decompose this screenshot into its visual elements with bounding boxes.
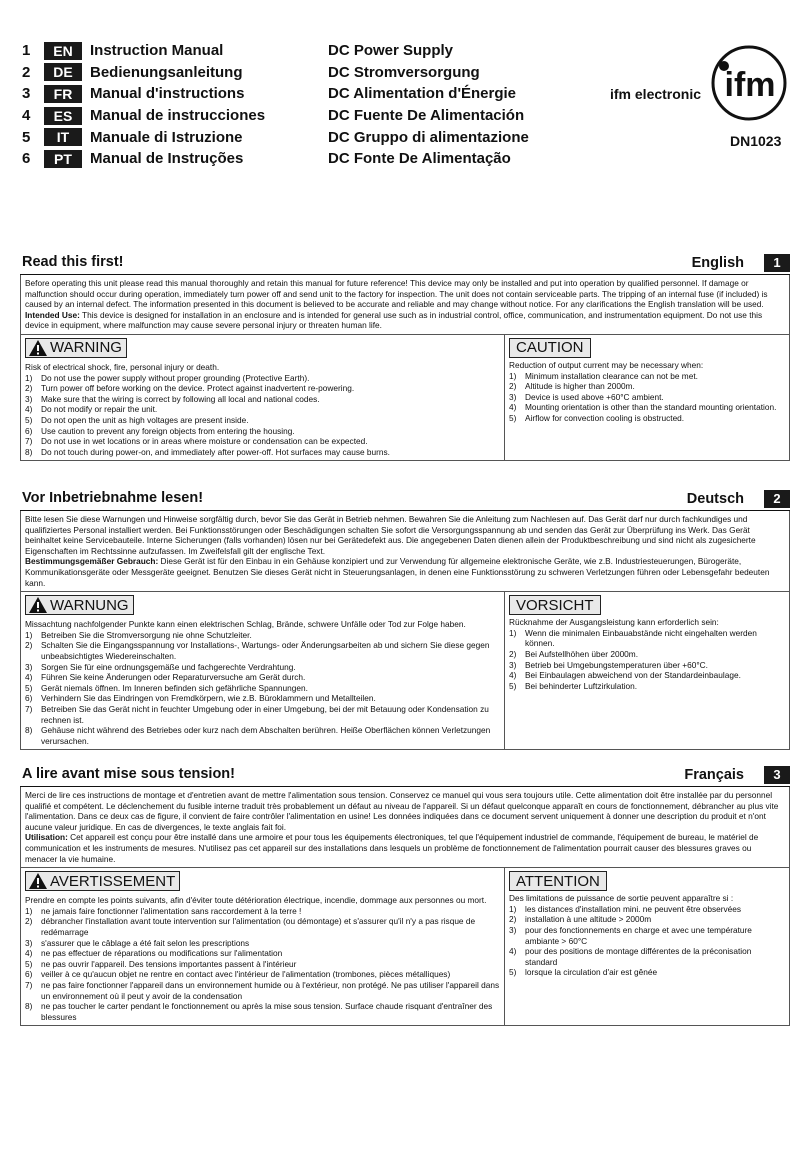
list-item: 4) Mounting orientation is other than the standard mounting orientation. <box>509 402 777 413</box>
list-item: 2) Bei Aufstellhöhen über 2000m. <box>509 648 639 659</box>
caution-list <box>509 371 785 424</box>
section-number-badge: 2 <box>764 490 790 508</box>
language-index <box>22 40 529 170</box>
manual-title: Manuale di Istruzione <box>90 128 243 146</box>
warning-label: WARNING <box>50 339 122 357</box>
language-row <box>22 83 529 105</box>
ifm-logo-icon <box>710 44 788 122</box>
intended-use-label: Bestimmungsgemäßer Gebrauch: <box>25 556 159 567</box>
warning-lead: Missachtung nachfolgender Punkte kann einen elektrischen Schlag, Brände, schwere Unfälle oder Tod zur Folge haben. <box>25 619 466 630</box>
list-item: 7) ne pas faire fonctionner l'appareil dans un environnement humide ou à l'extérieur, non protégé. Ne pas utiliser l'appareil dans un environnement où il peut y avoir de la condensation <box>25 979 500 1001</box>
language-row <box>22 148 529 170</box>
warning-list <box>25 373 500 458</box>
list-item: 3) Sorgen Sie für eine ordnungsgemäße und fachgerechte Verdrahtung. <box>25 661 296 672</box>
language-code-badge: IT <box>44 128 82 146</box>
list-item: 8) Gehäuse nicht während des Betriebes oder kurz nach dem Abschalten berühren. Heiße Oberflächen können Verletzungen verursachen. <box>25 725 491 746</box>
manual-title: Instruction Manual <box>90 42 224 60</box>
caution-badge <box>509 595 601 615</box>
caution-column <box>505 335 789 460</box>
intro-paragraph: Bitte lesen Sie diese Warnungen und Hinweise sorgfältig durch, bevor Sie das Gerät in Betrieb nehmen. Bewahren Sie die Anleitung zum Nachlesen auf. Das Gerät darf nur durch fachkundiges und qualifiziertes Personal installiert werden. Bei Funktionsstörungen oder Beschädigungen schalten Sie sofort die Versorgungsspannung ab und senden das Gerät zur Überprüfung ins Werk. Das Gerät beinhaltet keine Servicebauteile. Interne Sicherungen (falls vorhanden) lösen nur bei Gerätedefekt aus. Die angegebenen Daten dienen allein der Produktbeschreibung und sind nicht als zugesicherte Eigenschaften im Rechtssinne aufzufassen. Im Zweifelsfall gilt der englische Text. <box>25 514 756 556</box>
section-number-badge: 3 <box>764 766 790 784</box>
list-item: 4) pour des positions de montage différentes de la préconisation standard <box>509 946 752 967</box>
warning-label: AVERTISSEMENT <box>50 872 176 890</box>
list-item: 4) Do not modify or repair the unit. <box>25 404 158 415</box>
language-row <box>22 105 529 127</box>
warning-triangle-icon <box>28 872 48 890</box>
list-item: 6) Use caution to prevent any foreign objects from entering the housing. <box>25 425 295 436</box>
list-item: 5) Gerät niemals öffnen. Im Inneren befinden sich gefährliche Spannungen. <box>25 682 308 693</box>
list-item: 7) Betreiben Sie das Gerät nicht in feuchter Umgebung oder in einer Umgebung, bei der mit Betauung oder Kondensation zu rechnen ist. <box>25 703 489 725</box>
product-name: DC Stromversorgung <box>328 63 480 81</box>
product-name: DC Gruppo di alimentazione <box>328 128 529 146</box>
list-item: 5) Bei behinderter Luftzirkulation. <box>509 680 638 691</box>
caution-column <box>505 868 789 1025</box>
language-number: 2 <box>22 63 31 81</box>
list-item: 3) Make sure that the wiring is correct by following all local and national codes. <box>25 393 320 404</box>
list-item: 7) Do not use in wet locations or in areas where moisture or condensation can be expected. <box>25 436 368 447</box>
language-code-badge: EN <box>44 42 82 60</box>
manual-title: Manual de instrucciones <box>90 107 266 125</box>
list-item: 4) Bei Einbaulagen abweichend von der Standardeinbaulage. <box>509 670 741 681</box>
caution-badge <box>509 338 591 358</box>
warning-badge <box>25 595 134 615</box>
list-item: 2) débrancher l'installation avant toute intervention sur l'alimentation (ou démontage) et s'assurer qu'il n'y a pas risque de redémarrage <box>25 916 476 937</box>
warning-list <box>25 906 500 1023</box>
intro-paragraph: Merci de lire ces instructions de montage et d'entretien avant de mettre l'alimentation sous tension. Conservez ce manuel qui vous sera toujours utile. Cette alimentation doit être installée par du personnel qualifié et compétent. Le déclenchement du fusible interne traduit très probablement un défaut au niveau de l'appareil. Si un défaut quelconque apparaît en cours de fonctionnement, débrancher au plus vite l'alimentation. Dans ce deux cas de figure, il convient de faire contrôler l'alimentation en usine! Les données indiquées dans ce document servent uniquement à donner une description du produit et n'ont aucune valeur juridique. En cas de divergences, le texte anglais fait foi. <box>25 790 779 832</box>
language-code-badge: PT <box>44 150 82 168</box>
section-body <box>20 275 790 461</box>
section-title: A lire avant mise sous tension! <box>22 766 235 782</box>
list-item: 1) Wenn die minimalen Einbauabstände nicht eingehalten werden können. <box>509 627 757 649</box>
list-item: 3) Device is used above +60°C ambient. <box>509 391 664 402</box>
language-row <box>22 40 529 62</box>
section-body <box>20 511 790 750</box>
caution-lead: Reduction of output current may be necessary when: <box>509 359 704 370</box>
section-francais <box>20 766 790 1026</box>
section-header <box>20 254 790 275</box>
list-item: 1) les distances d'installation mini. ne peuvent être observées <box>509 903 742 914</box>
warning-column <box>21 868 505 1025</box>
section-header <box>20 766 790 787</box>
caution-list <box>509 628 785 692</box>
caution-list <box>509 904 785 978</box>
warning-column <box>21 592 505 749</box>
list-item: 8) Do not touch during power-on, and immediately after power-off. Hot surfaces may cause burns. <box>25 446 390 457</box>
intended-use-label: Intended Use: <box>25 309 80 320</box>
section-language: English <box>691 255 744 271</box>
intended-use-text: Diese Gerät ist für den Einbau in ein Gehäuse konzipiert und zur Verwendung für allgemeine elektronische Geräte, wie z.B. Industriesteuerungen, Bürogeräte, Kommunikationsgeräte oder Messgeräte geeignet. Benutzen Sie dieses Gerät nicht in Steuerungsanlagen, in denen eine Funktionsstörung zu schweren Verletzungen führen oder Lebensgefahr bedeuten kann. <box>25 556 770 588</box>
caution-label: CAUTION <box>516 339 584 357</box>
list-item: 5) Do not open the unit as high voltages are present inside. <box>25 414 249 425</box>
section-header <box>20 490 790 511</box>
language-row <box>22 126 529 148</box>
language-number: 3 <box>22 85 31 103</box>
brand-name: ifm electronic <box>610 86 702 102</box>
list-item: 3) pour des fonctionnements en charge et avec une température ambiante > 60°C <box>509 924 752 946</box>
caution-lead: Des limitations de puissance de sortie peuvent apparaître si : <box>509 893 734 904</box>
intro-text <box>21 511 789 592</box>
language-code-badge: ES <box>44 107 82 125</box>
list-item: 6) Verhindern Sie das Eindringen von Fremdkörpern, wie z.B. Büroklammern und Metallteilen. <box>25 693 376 704</box>
language-number: 6 <box>22 150 31 168</box>
section-title: Read this first! <box>22 254 124 270</box>
section-deutsch <box>20 490 790 750</box>
warning-triangle-icon <box>28 339 48 357</box>
language-code-badge: DE <box>44 63 82 81</box>
product-name: DC Fonte De Alimentação <box>328 150 511 168</box>
list-item: 8) ne pas toucher le carter pendant le fonctionnement ou après la mise sous tension. Surface chaude risquant d'entraîner des blessures <box>25 1001 493 1022</box>
list-item: 6) veiller à ce qu'aucun objet ne rentre en contact avec l'intérieur de l'alimentation (trombones, pièces métalliques) <box>25 969 451 980</box>
intro-text <box>21 275 789 335</box>
list-item: 2) Schalten Sie die Eingangsspannung vor Installations-, Wartungs- oder Änderungsarbeiten ab und sichern Sie diese gegen unbeabsichtigtes Wiedereinschalten. <box>25 640 490 661</box>
list-item: 1) Betreiben Sie die Stromversorgung nie ohne Schutzleiter. <box>25 629 252 640</box>
language-number: 4 <box>22 107 31 125</box>
list-item: 1) Do not use the power supply without proper grounding (Protective Earth). <box>25 372 310 383</box>
logo-lettering: ifm <box>724 66 776 104</box>
warning-list <box>25 630 500 747</box>
section-body <box>20 787 790 1026</box>
list-item: 5) lorsque la circulation d'air est gênée <box>509 967 658 978</box>
section-english <box>20 254 790 461</box>
product-name: DC Power Supply <box>328 42 454 60</box>
list-item: 2) installation à une altitude > 2000m <box>509 914 652 925</box>
list-item: 2) Turn power off before working on the device. Protect against inadvertent re-powering. <box>25 383 355 394</box>
section-number-badge: 1 <box>764 254 790 272</box>
language-number: 1 <box>22 42 31 60</box>
intro-paragraph: Before operating this unit please read this manual thoroughly and retain this manual for future reference! This device may only be installed and put into operation by qualified personnel. If damage or malfunction should occur during operation, immediately turn power off and send unit to the factory for inspection. The unit does not contain serviceable parts. The tripping of an internal fuse (if included) is caused by an internal defect. The information presented in this document is believed to be accurate and reliable and may change without notice. For any clarifications the English translation will be used. <box>25 278 768 310</box>
caution-label: ATTENTION <box>516 872 600 890</box>
language-code-badge: FR <box>44 85 82 103</box>
product-name: DC Fuente De Alimentación <box>328 107 525 125</box>
language-row <box>22 62 529 84</box>
warning-triangle-icon <box>28 596 48 614</box>
list-item: 2) Altitude is higher than 2000m. <box>509 381 635 392</box>
warning-column <box>21 335 505 460</box>
list-item: 1) Minimum installation clearance can not be met. <box>509 370 698 381</box>
intended-use-text: This device is designed for installation in an enclosure and is intended for general use such as in industrial control, office, communication, and instrumentation equipment. Do not use this device in equipment, where malfunction may cause severe personal injury or threaten human life. <box>25 309 763 331</box>
manual-title: Manual d'instructions <box>90 85 245 103</box>
list-item: 3) Betrieb bei Umgebungstemperaturen über +60°C. <box>509 659 708 670</box>
list-item: 4) ne pas effectuer de réparations ou modifications sur l'alimentation <box>25 948 283 959</box>
manual-title: Manual de Instruções <box>90 150 244 168</box>
caution-column <box>505 592 789 749</box>
warning-label: WARNUNG <box>50 596 129 614</box>
intended-use-text: Cet appareil est conçu pour être installé dans une armoire et pour tous les équipements électroniques, tel que l'équipement industriel de commande, l'équipement de bureau, le matériel de communication et les instruments de mesures. N'utilisez pas cet appareil sur des installations dans lesquels un problème de fonctionnement de l'alimentation pourrait causer des blessures graves ou menacer la vie humaine. <box>25 832 759 864</box>
caution-lead: Rücknahme der Ausgangsleistung kann erforderlich sein: <box>509 617 719 628</box>
language-number: 5 <box>22 128 31 146</box>
manual-title: Bedienungsanleitung <box>90 63 243 81</box>
list-item: 3) s'assurer que le câblage a été fait selon les prescriptions <box>25 937 250 948</box>
list-item: 5) ne pas ouvrir l'appareil. Des tensions importantes passent à l'intérieur <box>25 958 297 969</box>
list-item: 5) Airflow for convection cooling is obstructed. <box>509 412 685 423</box>
warning-lead: Prendre en compte les points suivants, afin d'éviter toute détérioration électrique, incendie, dommage aux personnes ou mort. <box>25 895 487 906</box>
section-language: Deutsch <box>686 491 744 507</box>
product-name: DC Alimentation d'Énergie <box>328 85 517 103</box>
warning-badge <box>25 871 180 891</box>
warning-lead: Risk of electrical shock, fire, personal injury or death. <box>25 361 220 372</box>
list-item: 4) Führen Sie keine Änderungen oder Reparaturversuche am Gerät durch. <box>25 672 306 683</box>
warning-badge <box>25 338 127 358</box>
section-title: Vor Inbetriebnahme lesen! <box>22 490 204 506</box>
model-number: DN1023 <box>730 133 782 149</box>
caution-label: VORSICHT <box>516 596 594 614</box>
caution-badge <box>509 871 607 891</box>
intended-use-label: Utilisation: <box>25 832 68 843</box>
list-item: 1) ne jamais faire fonctionner l'alimentation sans raccordement à la terre ! <box>25 905 302 916</box>
section-language: Français <box>684 767 744 783</box>
intro-text <box>21 787 789 868</box>
